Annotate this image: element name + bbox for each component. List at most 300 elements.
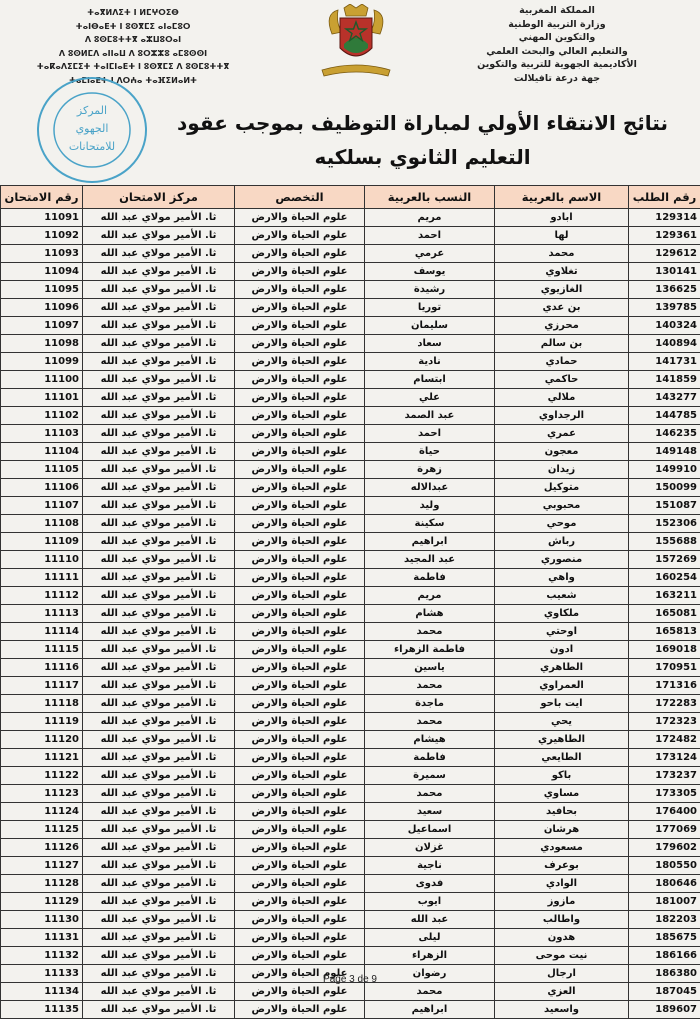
exam-center-cell: ثا. الأمير مولاي عبد الله: [83, 515, 235, 533]
specialty-cell: علوم الحياة والارض: [235, 1001, 365, 1019]
application-number-cell: 165813: [629, 623, 700, 641]
first-name-cell: الرجداوي: [495, 407, 629, 425]
first-name-cell: الطايعي: [495, 749, 629, 767]
last-name-cell: نادية: [365, 353, 495, 371]
specialty-cell: علوم الحياة والارض: [235, 929, 365, 947]
exam-number-cell: 11111: [1, 569, 83, 587]
last-name-cell: الزهراء: [365, 947, 495, 965]
table-row: [1, 803, 700, 821]
last-name-cell: زهرة: [365, 461, 495, 479]
first-name-cell: زيدان: [495, 461, 629, 479]
exam-number-cell: 11122: [1, 767, 83, 785]
exam-center-cell: ثا. الأمير مولاي عبد الله: [83, 659, 235, 677]
specialty-cell: علوم الحياة والارض: [235, 731, 365, 749]
table-row: [1, 551, 700, 569]
table-row: [1, 623, 700, 641]
exam-number-cell: 11135: [1, 1001, 83, 1019]
specialty-cell: علوم الحياة والارض: [235, 965, 365, 983]
last-name-cell: محمد: [365, 713, 495, 731]
last-name-cell: وليد: [365, 497, 495, 515]
exam-center-cell: ثا. الأمير مولاي عبد الله: [83, 569, 235, 587]
last-name-cell: ايوب: [365, 893, 495, 911]
last-name-cell: ياسين: [365, 659, 495, 677]
header-exam-center: مركز الامتحان: [83, 186, 235, 209]
exam-number-cell: 11092: [1, 227, 83, 245]
last-name-cell: ناجية: [365, 857, 495, 875]
exam-center-cell: ثا. الأمير مولاي عبد الله: [83, 767, 235, 785]
last-name-cell: فدوى: [365, 875, 495, 893]
application-number-cell: 180646: [629, 875, 700, 893]
application-number-cell: 149910: [629, 461, 700, 479]
last-name-cell: فاطمة: [365, 749, 495, 767]
table-row: [1, 569, 700, 587]
first-name-cell: مازوز: [495, 893, 629, 911]
specialty-cell: علوم الحياة والارض: [235, 803, 365, 821]
first-name-cell: الغازيوي: [495, 281, 629, 299]
application-number-cell: 157269: [629, 551, 700, 569]
exam-number-cell: 11109: [1, 533, 83, 551]
first-name-cell: الطاهري: [495, 659, 629, 677]
application-number-cell: 186380: [629, 965, 700, 983]
first-name-cell: بحافيد: [495, 803, 629, 821]
header-exam-number: رقم الامتحان: [1, 186, 83, 209]
specialty-cell: علوم الحياة والارض: [235, 497, 365, 515]
header-application-number: رقم الطلب: [629, 186, 700, 209]
table-row: [1, 893, 700, 911]
table-row: [1, 947, 700, 965]
specialty-cell: علوم الحياة والارض: [235, 695, 365, 713]
last-name-cell: محمد: [365, 785, 495, 803]
header-first-name: الاسم بالعربية: [495, 186, 629, 209]
specialty-cell: علوم الحياة والارض: [235, 281, 365, 299]
exam-center-cell: ثا. الأمير مولاي عبد الله: [83, 641, 235, 659]
table-row: [1, 983, 700, 1001]
exam-number-cell: 11098: [1, 335, 83, 353]
table-row: [1, 839, 700, 857]
specialty-cell: علوم الحياة والارض: [235, 407, 365, 425]
exam-center-cell: ثا. الأمير مولاي عبد الله: [83, 371, 235, 389]
exam-number-cell: 11093: [1, 245, 83, 263]
specialty-cell: علوم الحياة والارض: [235, 857, 365, 875]
exam-number-cell: 11102: [1, 407, 83, 425]
last-name-cell: توريا: [365, 299, 495, 317]
first-name-cell: رباش: [495, 533, 629, 551]
exam-center-cell: ثا. الأمير مولاي عبد الله: [83, 263, 235, 281]
application-number-cell: 140894: [629, 335, 700, 353]
table-row: [1, 425, 700, 443]
application-number-cell: 143277: [629, 389, 700, 407]
first-name-cell: ارجال: [495, 965, 629, 983]
exam-number-cell: 11134: [1, 983, 83, 1001]
table-row: [1, 335, 700, 353]
exam-center-cell: ثا. الأمير مولاي عبد الله: [83, 875, 235, 893]
last-name-cell: ماجدة: [365, 695, 495, 713]
table-header-row: [1, 186, 700, 209]
first-name-cell: العزي: [495, 983, 629, 1001]
specialty-cell: علوم الحياة والارض: [235, 767, 365, 785]
last-name-cell: رضوان: [365, 965, 495, 983]
first-name-cell: ايت باحو: [495, 695, 629, 713]
last-name-cell: محمد: [365, 677, 495, 695]
last-name-cell: سميرة: [365, 767, 495, 785]
application-number-cell: 155688: [629, 533, 700, 551]
specialty-cell: علوم الحياة والارض: [235, 605, 365, 623]
first-name-cell: عمري: [495, 425, 629, 443]
last-name-cell: احمد: [365, 425, 495, 443]
specialty-cell: علوم الحياة والارض: [235, 911, 365, 929]
last-name-cell: سعيد: [365, 803, 495, 821]
moroccan-coat-of-arms-icon: [302, 4, 410, 78]
application-number-cell: 149148: [629, 443, 700, 461]
exam-center-cell: ثا. الأمير مولاي عبد الله: [83, 443, 235, 461]
table-row: [1, 353, 700, 371]
application-number-cell: 182203: [629, 911, 700, 929]
exam-center-cell: ثا. الأمير مولاي عبد الله: [83, 461, 235, 479]
last-name-cell: عبدالاله: [365, 479, 495, 497]
exam-center-cell: ثا. الأمير مولاي عبد الله: [83, 749, 235, 767]
specialty-cell: علوم الحياة والارض: [235, 947, 365, 965]
exam-number-cell: 11116: [1, 659, 83, 677]
exam-number-cell: 11094: [1, 263, 83, 281]
application-number-cell: 141859: [629, 371, 700, 389]
arabic-header-line: والتكوين المهني: [422, 31, 692, 45]
exam-center-cell: ثا. الأمير مولاي عبد الله: [83, 605, 235, 623]
last-name-cell: حياة: [365, 443, 495, 461]
exam-center-cell: ثا. الأمير مولاي عبد الله: [83, 533, 235, 551]
specialty-cell: علوم الحياة والارض: [235, 299, 365, 317]
last-name-cell: محمد: [365, 983, 495, 1001]
last-name-cell: هيشام: [365, 731, 495, 749]
exam-number-cell: 11119: [1, 713, 83, 731]
application-number-cell: 180550: [629, 857, 700, 875]
last-name-cell: محمد: [365, 623, 495, 641]
specialty-cell: علوم الحياة والارض: [235, 893, 365, 911]
application-number-cell: 160254: [629, 569, 700, 587]
application-number-cell: 152306: [629, 515, 700, 533]
first-name-cell: العمراوي: [495, 677, 629, 695]
arabic-header-line: وزارة التربية الوطنية: [422, 18, 692, 32]
exam-number-cell: 11133: [1, 965, 83, 983]
specialty-cell: علوم الحياة والارض: [235, 317, 365, 335]
application-number-cell: 130141: [629, 263, 700, 281]
first-name-cell: هرشان: [495, 821, 629, 839]
first-name-cell: باكو: [495, 767, 629, 785]
specialty-cell: علوم الحياة والارض: [235, 551, 365, 569]
exam-number-cell: 11132: [1, 947, 83, 965]
table-row: [1, 587, 700, 605]
table-row: [1, 605, 700, 623]
exam-center-cell: ثا. الأمير مولاي عبد الله: [83, 299, 235, 317]
first-name-cell: موحي: [495, 515, 629, 533]
table-row: [1, 209, 700, 227]
amazigh-line: ⵜⴰⵏⴱⴰⴹⵜ ⵏ ⵓⵙⴳⵎⵉ ⴰⵏⴰⵎⵓⵔ: [8, 20, 258, 34]
exam-center-cell: ثا. الأمير مولاي عبد الله: [83, 587, 235, 605]
last-name-cell: احمد: [365, 227, 495, 245]
exam-number-cell: 11120: [1, 731, 83, 749]
table-row: [1, 641, 700, 659]
exam-center-cell: ثا. الأمير مولاي عبد الله: [83, 839, 235, 857]
last-name-cell: فاطمة: [365, 569, 495, 587]
first-name-cell: معجون: [495, 443, 629, 461]
application-number-cell: 129361: [629, 227, 700, 245]
first-name-cell: واسعيد: [495, 1001, 629, 1019]
exam-center-cell: ثا. الأمير مولاي عبد الله: [83, 947, 235, 965]
application-number-cell: 165081: [629, 605, 700, 623]
table-row: [1, 1001, 700, 1019]
results-table: [0, 185, 700, 1019]
specialty-cell: علوم الحياة والارض: [235, 875, 365, 893]
exam-center-cell: ثا. الأمير مولاي عبد الله: [83, 893, 235, 911]
first-name-cell: لها: [495, 227, 629, 245]
application-number-cell: 173124: [629, 749, 700, 767]
exam-number-cell: 11123: [1, 785, 83, 803]
table-row: [1, 677, 700, 695]
last-name-cell: مريم: [365, 209, 495, 227]
table-row: [1, 227, 700, 245]
specialty-cell: علوم الحياة والارض: [235, 515, 365, 533]
exam-center-cell: ثا. الأمير مولاي عبد الله: [83, 695, 235, 713]
first-name-cell: محرزي: [495, 317, 629, 335]
first-name-cell: تغلاوي: [495, 263, 629, 281]
amazigh-line: ⵜⴰⴽⴰⴷⵉⵎⵉⵜ ⵜⴰⵏⵎⵏⴰⴹⵜ ⵏ ⵓⵙⴳⵎⵉ ⴷ ⵓⵙⵎⵓⵜⵜⴳ: [8, 60, 258, 74]
application-number-cell: 185675: [629, 929, 700, 947]
specialty-cell: علوم الحياة والارض: [235, 785, 365, 803]
exam-center-cell: ثا. الأمير مولاي عبد الله: [83, 857, 235, 875]
first-name-cell: نيت موحى: [495, 947, 629, 965]
last-name-cell: عبد الصمد: [365, 407, 495, 425]
exam-center-cell: ثا. الأمير مولاي عبد الله: [83, 551, 235, 569]
application-number-cell: 144785: [629, 407, 700, 425]
first-name-cell: منصوري: [495, 551, 629, 569]
application-number-cell: 150099: [629, 479, 700, 497]
exam-center-cell: ثا. الأمير مولاي عبد الله: [83, 803, 235, 821]
exam-number-cell: 11106: [1, 479, 83, 497]
table-row: [1, 515, 700, 533]
specialty-cell: علوم الحياة والارض: [235, 533, 365, 551]
first-name-cell: واهي: [495, 569, 629, 587]
last-name-cell: ابتسام: [365, 371, 495, 389]
exam-number-cell: 11128: [1, 875, 83, 893]
application-number-cell: 171316: [629, 677, 700, 695]
first-name-cell: محبوبي: [495, 497, 629, 515]
application-number-cell: 139785: [629, 299, 700, 317]
table-row: [1, 245, 700, 263]
exam-center-cell: ثا. الأمير مولاي عبد الله: [83, 677, 235, 695]
arabic-header-line: المملكة المغربية: [422, 4, 692, 18]
table-row: [1, 875, 700, 893]
exam-number-cell: 11131: [1, 929, 83, 947]
application-number-cell: 163211: [629, 587, 700, 605]
application-number-cell: 172283: [629, 695, 700, 713]
stamp-line: المركز: [76, 104, 107, 117]
exam-center-cell: ثا. الأمير مولاي عبد الله: [83, 983, 235, 1001]
application-number-cell: 151087: [629, 497, 700, 515]
exam-number-cell: 11108: [1, 515, 83, 533]
table-row: [1, 497, 700, 515]
exam-center-cell: ثا. الأمير مولاي عبد الله: [83, 1001, 235, 1019]
exam-number-cell: 11127: [1, 857, 83, 875]
table-row: [1, 371, 700, 389]
exam-number-cell: 11114: [1, 623, 83, 641]
application-number-cell: 141731: [629, 353, 700, 371]
table-row: [1, 821, 700, 839]
exam-number-cell: 11112: [1, 587, 83, 605]
last-name-cell: عبد المجيد: [365, 551, 495, 569]
exam-number-cell: 11091: [1, 209, 83, 227]
exam-number-cell: 11100: [1, 371, 83, 389]
exam-number-cell: 11101: [1, 389, 83, 407]
last-name-cell: فاطمة الزهراء: [365, 641, 495, 659]
table-row: [1, 731, 700, 749]
first-name-cell: واطالب: [495, 911, 629, 929]
last-name-cell: سعاد: [365, 335, 495, 353]
table-row: [1, 929, 700, 947]
exam-number-cell: 11129: [1, 893, 83, 911]
first-name-cell: الطاهيري: [495, 731, 629, 749]
page-number: Page 3 de 9: [0, 974, 700, 985]
first-name-cell: حاكمي: [495, 371, 629, 389]
arabic-header-line: والتعليم العالي والبحث العلمي: [422, 45, 692, 59]
amazigh-line: ⴷ ⵓⵙⵎⵓⵜⵜⴳ ⴰⵣⵡⵓⵔⴰⵏ: [8, 33, 258, 47]
first-name-cell: هدون: [495, 929, 629, 947]
amazigh-line: ⵜⴰⵎⵏⴰⴹⵜ ⵏ ⴷⵔⵄⴰ ⵜⴰⴼⵉⵍⴰⵍⵜ: [8, 74, 258, 88]
amazigh-line: ⵜⴰⴳⵍⴷⵉⵜ ⵏ ⵍⵎⵖⵔⵉⴱ: [8, 6, 258, 20]
table-row: [1, 389, 700, 407]
application-number-cell: 181007: [629, 893, 700, 911]
exam-number-cell: 11104: [1, 443, 83, 461]
exam-number-cell: 11096: [1, 299, 83, 317]
last-name-cell: ليلى: [365, 929, 495, 947]
table-row: [1, 659, 700, 677]
last-name-cell: سكينة: [365, 515, 495, 533]
application-number-cell: 140324: [629, 317, 700, 335]
exam-center-cell: ثا. الأمير مولاي عبد الله: [83, 281, 235, 299]
specialty-cell: علوم الحياة والارض: [235, 569, 365, 587]
exam-number-cell: 11124: [1, 803, 83, 821]
first-name-cell: الوادي: [495, 875, 629, 893]
table-row: [1, 857, 700, 875]
specialty-cell: علوم الحياة والارض: [235, 641, 365, 659]
exam-center-cell: ثا. الأمير مولاي عبد الله: [83, 425, 235, 443]
exam-number-cell: 11126: [1, 839, 83, 857]
exam-center-cell: ثا. الأمير مولاي عبد الله: [83, 317, 235, 335]
exam-center-cell: ثا. الأمير مولاي عبد الله: [83, 911, 235, 929]
table-row: [1, 767, 700, 785]
specialty-cell: علوم الحياة والارض: [235, 335, 365, 353]
application-number-cell: 129612: [629, 245, 700, 263]
specialty-cell: علوم الحياة والارض: [235, 425, 365, 443]
exam-number-cell: 11125: [1, 821, 83, 839]
specialty-cell: علوم الحياة والارض: [235, 749, 365, 767]
exam-number-cell: 11117: [1, 677, 83, 695]
table-row: [1, 911, 700, 929]
specialty-cell: علوم الحياة والارض: [235, 461, 365, 479]
exam-number-cell: 11113: [1, 605, 83, 623]
last-name-cell: علي: [365, 389, 495, 407]
header-last-name: النسب بالعربية: [365, 186, 495, 209]
exam-number-cell: 11103: [1, 425, 83, 443]
specialty-cell: علوم الحياة والارض: [235, 623, 365, 641]
exam-center-cell: ثا. الأمير مولاي عبد الله: [83, 623, 235, 641]
application-number-cell: 177069: [629, 821, 700, 839]
specialty-cell: علوم الحياة والارض: [235, 983, 365, 1001]
arabic-header-line: الأكاديمية الجهوية للتربية والتكوين: [422, 58, 692, 72]
application-number-cell: 146235: [629, 425, 700, 443]
first-name-cell: متوكيل: [495, 479, 629, 497]
table-row: [1, 695, 700, 713]
application-number-cell: 186166: [629, 947, 700, 965]
exam-number-cell: 11097: [1, 317, 83, 335]
first-name-cell: بوعرف: [495, 857, 629, 875]
specialty-cell: علوم الحياة والارض: [235, 587, 365, 605]
exam-number-cell: 11107: [1, 497, 83, 515]
first-name-cell: اوحتي: [495, 623, 629, 641]
first-name-cell: ملكاوي: [495, 605, 629, 623]
exam-center-cell: ثا. الأمير مولاي عبد الله: [83, 929, 235, 947]
specialty-cell: علوم الحياة والارض: [235, 371, 365, 389]
table-row: [1, 749, 700, 767]
exam-center-cell: ثا. الأمير مولاي عبد الله: [83, 407, 235, 425]
exam-center-cell: ثا. الأمير مولاي عبد الله: [83, 245, 235, 263]
regional-exam-center-stamp-icon: [20, 70, 160, 190]
exam-number-cell: 11121: [1, 749, 83, 767]
table-row: [1, 713, 700, 731]
exam-number-cell: 11115: [1, 641, 83, 659]
exam-center-cell: ثا. الأمير مولاي عبد الله: [83, 497, 235, 515]
exam-center-cell: ثا. الأمير مولاي عبد الله: [83, 731, 235, 749]
document-subtitle: التعليم الثانوي بسلكيه: [150, 143, 695, 171]
exam-number-cell: 11095: [1, 281, 83, 299]
first-name-cell: مسعودي: [495, 839, 629, 857]
first-name-cell: بن عدي: [495, 299, 629, 317]
exam-number-cell: 11105: [1, 461, 83, 479]
application-number-cell: 170951: [629, 659, 700, 677]
table-row: [1, 785, 700, 803]
specialty-cell: علوم الحياة والارض: [235, 677, 365, 695]
table-row: [1, 443, 700, 461]
first-name-cell: شعيب: [495, 587, 629, 605]
table-row: [1, 461, 700, 479]
last-name-cell: مريم: [365, 587, 495, 605]
exam-number-cell: 11110: [1, 551, 83, 569]
application-number-cell: 169018: [629, 641, 700, 659]
last-name-cell: سليمان: [365, 317, 495, 335]
specialty-cell: علوم الحياة والارض: [235, 713, 365, 731]
first-name-cell: ملالي: [495, 389, 629, 407]
exam-center-cell: ثا. الأمير مولاي عبد الله: [83, 821, 235, 839]
table-row: [1, 317, 700, 335]
first-name-cell: يحي: [495, 713, 629, 731]
table-row: [1, 533, 700, 551]
table-body: [1, 209, 700, 1019]
specialty-cell: علوم الحياة والارض: [235, 389, 365, 407]
exam-number-cell: 11099: [1, 353, 83, 371]
specialty-cell: علوم الحياة والارض: [235, 209, 365, 227]
exam-center-cell: ثا. الأمير مولاي عبد الله: [83, 785, 235, 803]
table-row: [1, 263, 700, 281]
specialty-cell: علوم الحياة والارض: [235, 443, 365, 461]
arabic-header-line: جهة درعة تافيلالت: [422, 72, 692, 86]
last-name-cell: اسماعيل: [365, 821, 495, 839]
exam-center-cell: ثا. الأمير مولاي عبد الله: [83, 389, 235, 407]
specialty-cell: علوم الحياة والارض: [235, 839, 365, 857]
application-number-cell: 172323: [629, 713, 700, 731]
last-name-cell: يوسف: [365, 263, 495, 281]
first-name-cell: محمد: [495, 245, 629, 263]
last-name-cell: عرمي: [365, 245, 495, 263]
first-name-cell: مساوي: [495, 785, 629, 803]
first-name-cell: ابادو: [495, 209, 629, 227]
